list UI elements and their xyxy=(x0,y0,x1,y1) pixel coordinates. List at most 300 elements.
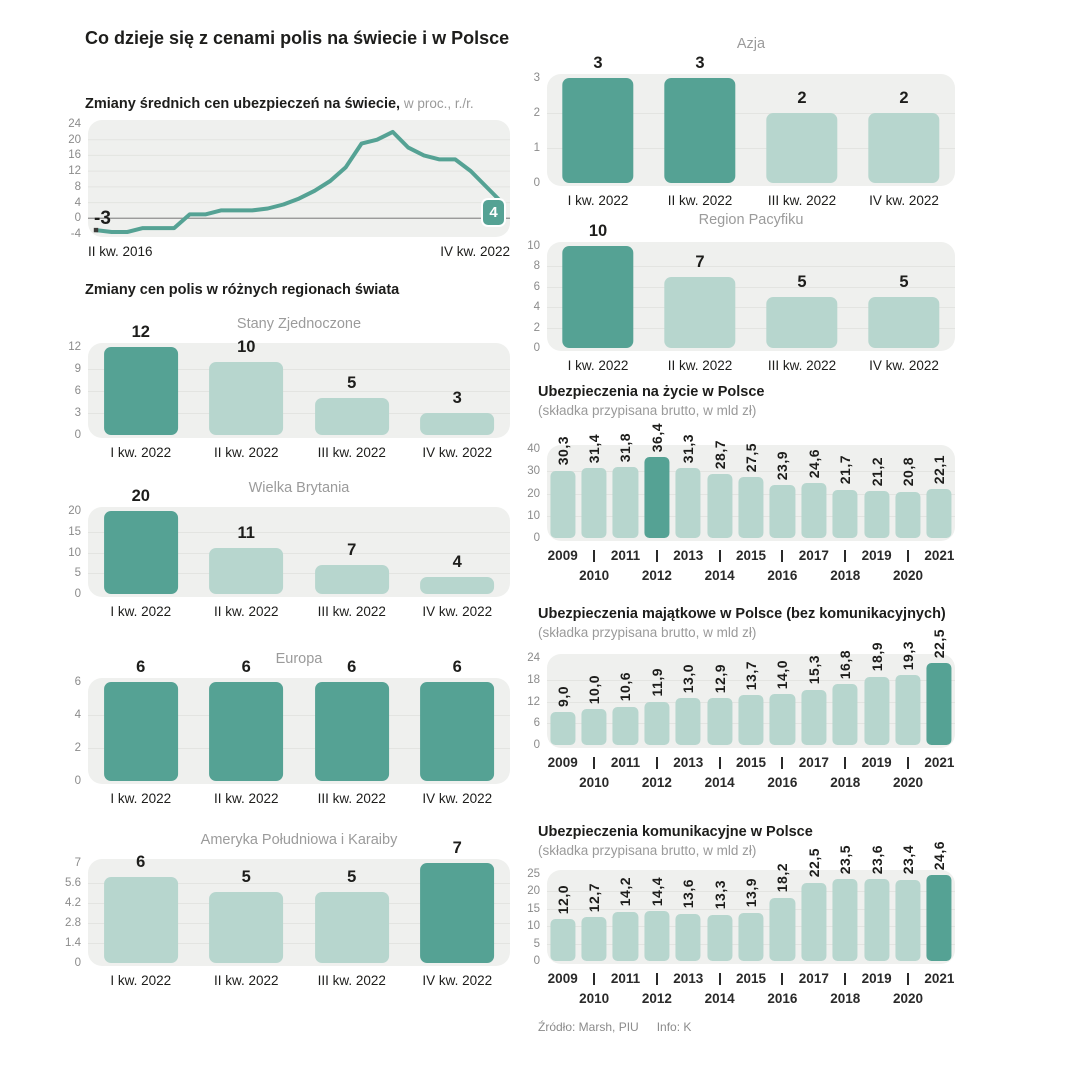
axis-spacer xyxy=(515,358,547,373)
y-tick-label: 0 xyxy=(533,739,540,751)
bar-value-label xyxy=(924,629,955,658)
year-slot xyxy=(704,755,735,792)
bar-slot xyxy=(924,449,955,538)
chart-europa xyxy=(55,649,510,806)
bar xyxy=(582,709,607,745)
y-axis xyxy=(515,240,547,354)
bar-slot xyxy=(610,874,641,961)
y-tick-label: 4 xyxy=(533,301,540,314)
bar-value-label xyxy=(767,660,798,689)
year-slot xyxy=(673,548,704,585)
bar-value-text: 23,6 xyxy=(868,844,885,874)
y-tick-label: 0 xyxy=(533,532,540,544)
y-tick-label: 6 xyxy=(533,717,540,730)
bar xyxy=(315,892,389,963)
bar xyxy=(770,898,795,961)
bar-value-text: 13,9 xyxy=(743,878,760,908)
y-tick-label: 3 xyxy=(533,72,540,84)
bar xyxy=(209,548,283,594)
year-slot xyxy=(547,548,578,585)
year-row1: 2019 xyxy=(861,755,892,770)
x-tick-label: I kw. 2022 xyxy=(110,973,172,988)
x-tick-label: III kw. 2022 xyxy=(767,193,837,208)
bar-value-label: 3 xyxy=(593,54,603,72)
bar-value-text: 21,2 xyxy=(868,456,885,486)
x-tick-label: II kw. 2022 xyxy=(213,445,279,460)
x-tick-label: I kw. 2022 xyxy=(110,445,172,460)
bar xyxy=(676,914,701,961)
bar-value-label xyxy=(798,655,829,684)
bar-slot xyxy=(924,629,955,745)
year-row2 xyxy=(673,566,704,583)
y-axis-scale xyxy=(515,868,547,967)
y-tick-label: 0 xyxy=(74,212,81,225)
bar-value-text: 16,8 xyxy=(837,649,854,680)
bar-slot xyxy=(547,874,578,961)
bar-value-text: 24,6 xyxy=(805,449,822,479)
bar-slot xyxy=(641,422,672,538)
bar xyxy=(895,492,920,538)
bar xyxy=(833,490,858,538)
year-row2 xyxy=(924,773,955,790)
bar-slot xyxy=(861,844,892,961)
chart-panel xyxy=(547,222,955,351)
bar-value-text: 22,5 xyxy=(805,848,822,878)
bar xyxy=(315,682,389,781)
year-row2: 2020 xyxy=(892,775,924,790)
x-tick-label: IV kw. 2022 xyxy=(869,358,939,373)
x-end-label: IV kw. 2022 xyxy=(440,244,510,259)
bar xyxy=(664,78,735,183)
bar-slot xyxy=(610,658,641,745)
bar-value-text: 21,7 xyxy=(837,455,854,485)
y-axis-scale xyxy=(55,118,88,240)
bar-value-text: 28,7 xyxy=(711,439,728,470)
x-tick-label: II kw. 2022 xyxy=(667,193,733,208)
bar-slot xyxy=(299,658,405,781)
year-row2: 2012 xyxy=(641,991,672,1006)
bar-value-label xyxy=(924,841,955,870)
chart-panel xyxy=(547,422,955,541)
year-slot xyxy=(924,548,955,585)
bar xyxy=(104,877,178,963)
bar xyxy=(664,277,735,348)
year-row1 xyxy=(578,757,609,774)
y-tick-label: 2 xyxy=(533,321,540,334)
bar-slot xyxy=(405,658,511,781)
bar xyxy=(550,712,575,745)
axis-spacer xyxy=(515,971,547,1008)
chart-azja xyxy=(515,34,955,208)
bar-value-label xyxy=(892,845,923,874)
year-row2 xyxy=(861,989,892,1006)
x-tick-label: IV kw. 2022 xyxy=(422,791,493,806)
year-row1: 2015 xyxy=(736,755,767,770)
bar-slot xyxy=(830,649,861,745)
x-tick-label: I kw. 2022 xyxy=(110,604,172,619)
x-tick-label: IV kw. 2022 xyxy=(422,604,493,619)
year-slot xyxy=(610,548,641,585)
bar-value-text: 22,1 xyxy=(931,454,948,484)
bar xyxy=(676,468,701,538)
y-tick-label: 5.6 xyxy=(65,877,81,889)
year-slot xyxy=(767,755,798,792)
year-slot xyxy=(861,971,892,1008)
year-row1 xyxy=(704,757,735,774)
bar-value-label xyxy=(798,848,829,877)
x-tick-label: I kw. 2022 xyxy=(567,193,629,208)
bar-value-text: 13,0 xyxy=(680,663,697,693)
bar-value-label xyxy=(547,436,578,465)
y-tick-label: 9 xyxy=(74,363,81,375)
x-tick-label: IV kw. 2022 xyxy=(422,973,493,988)
bar xyxy=(868,113,939,183)
x-axis-row xyxy=(547,755,955,792)
bar-value-text: 18,9 xyxy=(868,642,885,672)
bar-slot xyxy=(547,54,649,183)
chart-usa xyxy=(55,314,510,460)
y-axis xyxy=(55,676,88,787)
year-row2 xyxy=(861,773,892,790)
chart-heading: Ubezpieczenia komunikacyjne w Polsce xyxy=(538,824,813,840)
y-axis-scale xyxy=(55,505,88,600)
year-slot xyxy=(673,755,704,792)
bar-slot xyxy=(735,874,766,961)
y-axis-scale xyxy=(515,240,547,354)
plot-area xyxy=(547,54,955,183)
axis-tick-mark xyxy=(719,757,721,769)
chart-title: Wielka Brytania xyxy=(248,480,350,496)
bar xyxy=(801,883,826,961)
year-row2 xyxy=(610,773,641,790)
year-slot xyxy=(578,755,609,792)
bar-value-label xyxy=(861,845,892,874)
bar-value-label: 7 xyxy=(452,839,462,857)
bar-value-label: 6 xyxy=(452,658,462,676)
y-axis-scale xyxy=(515,443,547,544)
year-row1: 2009 xyxy=(547,755,578,770)
y-axis-scale xyxy=(55,676,88,787)
y-tick-label: 6 xyxy=(74,676,81,688)
year-slot xyxy=(798,755,829,792)
y-axis xyxy=(55,857,88,969)
bar xyxy=(104,682,178,781)
bar-value-text: 13,6 xyxy=(680,879,697,909)
bar-value-label xyxy=(735,443,766,472)
x-tick-label: I kw. 2022 xyxy=(110,791,172,806)
chart-title: Ameryka Południowa i Karaiby xyxy=(200,832,398,848)
bar-slot xyxy=(798,449,829,538)
bar-slot xyxy=(641,658,672,745)
bar-value-text: 11,9 xyxy=(648,668,665,697)
bar-value-label: 5 xyxy=(797,273,807,291)
year-row1: 2009 xyxy=(547,971,578,986)
bar xyxy=(550,919,575,961)
bar xyxy=(315,565,389,594)
y-tick-label: 3 xyxy=(74,407,81,419)
year-row2 xyxy=(798,773,829,790)
year-row2: 2012 xyxy=(641,568,672,583)
year-row1 xyxy=(767,550,798,567)
chart-title: Region Pacyfiku xyxy=(698,212,804,228)
y-axis-scale xyxy=(515,72,547,189)
bar-value-label xyxy=(673,879,704,908)
bar-slot xyxy=(88,323,194,435)
axis-tick-mark xyxy=(719,973,721,985)
bar-slot xyxy=(798,655,829,745)
year-slot xyxy=(735,971,766,1008)
year-slot xyxy=(673,971,704,1008)
axis-tick-mark xyxy=(781,973,783,985)
x-axis xyxy=(55,445,510,460)
bar-slot xyxy=(641,874,672,961)
x-tick-label: III kw. 2022 xyxy=(317,445,386,460)
y-tick-label: 1 xyxy=(533,141,540,154)
bar-value-label xyxy=(673,664,704,693)
y-tick-label: 15 xyxy=(68,525,81,538)
bar-slot xyxy=(649,246,751,348)
bar-value-text: 22,5 xyxy=(931,629,948,659)
bar-value-text: 36,4 xyxy=(648,422,665,453)
y-tick-label: 18 xyxy=(527,673,540,686)
bar-slot xyxy=(704,439,735,538)
bar-value-label xyxy=(892,457,923,486)
bar-slot xyxy=(892,449,923,538)
axis-tick-mark xyxy=(844,757,846,769)
axis-tick-mark xyxy=(907,973,909,985)
x-axis xyxy=(515,358,955,373)
regions-section-heading: Zmiany cen polis w różnych regionach świata xyxy=(85,282,400,298)
bar xyxy=(707,474,732,538)
y-tick-label: 1.4 xyxy=(65,937,81,949)
y-tick-label: 10 xyxy=(527,240,540,252)
page-title: Co dzieje się z cenami polis na świecie i w Polsce xyxy=(85,28,510,48)
bar xyxy=(770,485,795,538)
year-row2: 2018 xyxy=(830,568,861,583)
year-slot xyxy=(830,548,861,585)
bar xyxy=(801,690,826,745)
axis-tick-mark xyxy=(593,757,595,769)
bar-value-label xyxy=(578,883,609,912)
bar-value-label: 2 xyxy=(797,89,807,108)
axis-spacer xyxy=(515,755,547,792)
chart-body xyxy=(515,422,955,544)
y-tick-label: 12 xyxy=(68,165,81,178)
year-row1 xyxy=(767,973,798,990)
y-tick-label: 8 xyxy=(533,260,540,273)
axis-tick-mark xyxy=(656,550,658,562)
y-tick-label: 24 xyxy=(68,118,81,130)
bar-value-label xyxy=(704,880,735,909)
year-row1: 2015 xyxy=(736,548,767,563)
x-tick-label: III kw. 2022 xyxy=(317,791,386,806)
y-tick-label: 25 xyxy=(527,868,540,880)
year-row2 xyxy=(547,989,578,1006)
y-tick-label: 0 xyxy=(74,588,81,600)
plot-area xyxy=(547,422,955,538)
bar-value-label: 5 xyxy=(347,374,357,393)
year-row1: 2013 xyxy=(673,755,704,770)
bar xyxy=(738,477,763,538)
bar-value-label xyxy=(735,878,766,907)
y-tick-label: 0 xyxy=(74,775,81,787)
bar xyxy=(613,467,638,538)
chart-zycie xyxy=(515,382,955,585)
world-line-heading-bold: Zmiany średnich cen ubezpieczeń na świecie, xyxy=(85,96,401,112)
year-row2: 2014 xyxy=(704,991,735,1006)
bar-value-label xyxy=(610,672,641,701)
x-axis xyxy=(55,973,510,988)
year-slot xyxy=(704,548,735,585)
x-axis-row xyxy=(88,791,510,806)
axis-tick-mark xyxy=(719,550,721,562)
year-slot xyxy=(767,548,798,585)
year-row1 xyxy=(704,550,735,567)
x-axis xyxy=(515,193,955,208)
axis-tick-mark xyxy=(907,550,909,562)
bar-slot xyxy=(735,658,766,745)
source-note: Źródło: Marsh, PIU xyxy=(538,1020,639,1034)
year-row2: 2018 xyxy=(830,991,861,1006)
bar-value-label: 10 xyxy=(588,222,608,240)
bar-value-label: 5 xyxy=(241,867,251,886)
year-row2: 2016 xyxy=(767,775,798,790)
chart-title: Europa xyxy=(275,651,323,667)
bar-value-label xyxy=(830,845,861,874)
axis-tick-mark xyxy=(656,973,658,985)
bar-value-label xyxy=(892,641,923,670)
year-row2: 2010 xyxy=(579,568,610,583)
plot-area xyxy=(88,124,510,234)
year-slot xyxy=(547,971,578,1008)
bar xyxy=(420,863,494,963)
bar xyxy=(738,695,763,745)
y-tick-label: 10 xyxy=(527,920,540,933)
year-slot xyxy=(924,755,955,792)
x-tick-label: II kw. 2022 xyxy=(213,604,279,619)
axis-spacer xyxy=(55,244,88,259)
y-tick-label: 20 xyxy=(68,133,81,146)
year-row2 xyxy=(924,566,955,583)
axis-tick-mark xyxy=(781,550,783,562)
year-slot xyxy=(610,755,641,792)
bar-value-label: 4 xyxy=(452,553,462,572)
bar-value-label xyxy=(767,451,798,480)
x-tick-label: II kw. 2022 xyxy=(213,791,279,806)
bar-value-text: 23,4 xyxy=(899,845,916,875)
bar-slot xyxy=(88,658,194,781)
bar xyxy=(420,577,494,594)
y-tick-label: 4 xyxy=(74,708,81,721)
bar xyxy=(895,880,920,961)
year-row1: 2015 xyxy=(736,971,767,986)
footer xyxy=(538,1020,955,1034)
y-axis xyxy=(515,443,547,544)
x-tick-label: IV kw. 2022 xyxy=(869,193,939,208)
y-tick-label: 40 xyxy=(527,443,540,455)
axis-tick-mark xyxy=(656,757,658,769)
bar-slot xyxy=(924,841,955,961)
year-row1: 2011 xyxy=(610,971,641,986)
bar-value-text: 13,7 xyxy=(743,661,760,691)
x-tick-label: III kw. 2022 xyxy=(317,604,386,619)
year-row1: 2017 xyxy=(798,755,829,770)
bar-value-label xyxy=(861,642,892,671)
y-tick-label: 20 xyxy=(527,487,540,500)
bar-value-label xyxy=(798,449,829,478)
y-tick-label: 4 xyxy=(74,196,81,209)
year-row2 xyxy=(547,566,578,583)
info-note: Info: K xyxy=(656,1020,692,1034)
year-row1 xyxy=(641,550,672,567)
chart-heading: Ubezpieczenia majątkowe w Polsce (bez komunikacyjnych) xyxy=(538,606,946,622)
bar-value-text: 12,0 xyxy=(554,885,571,915)
year-slot xyxy=(641,755,672,792)
bar-value-text: 23,9 xyxy=(774,450,791,480)
bar xyxy=(833,684,858,745)
x-start-label: II kw. 2016 xyxy=(88,244,153,259)
year-slot xyxy=(830,755,861,792)
bar-value-text: 27,5 xyxy=(743,442,760,472)
bar-value-text: 14,0 xyxy=(774,660,791,690)
bar-value-label: 7 xyxy=(347,540,357,559)
bar xyxy=(770,694,795,745)
bar-value-label xyxy=(610,433,641,462)
year-slot xyxy=(924,971,955,1008)
axis-spacer xyxy=(55,445,88,460)
year-row1 xyxy=(830,757,861,774)
year-row2 xyxy=(610,566,641,583)
year-row2: 2010 xyxy=(579,991,610,1006)
y-tick-label: 0 xyxy=(533,342,540,354)
bar-value-label: 2 xyxy=(899,89,909,108)
bar-value-label: 20 xyxy=(131,487,150,505)
bar-slot xyxy=(892,640,923,745)
year-row1 xyxy=(641,973,672,990)
bar xyxy=(582,468,607,538)
year-slot xyxy=(861,755,892,792)
x-axis-row xyxy=(88,445,510,460)
year-row1: 2019 xyxy=(861,971,892,986)
bars xyxy=(547,54,955,183)
y-tick-label: 20 xyxy=(68,505,81,517)
year-row2: 2014 xyxy=(704,775,735,790)
y-tick-label: 0 xyxy=(74,957,81,969)
bar-slot xyxy=(578,433,609,538)
bar-slot xyxy=(767,449,798,538)
chart-subtitle: (składka przypisana brutto, w mld zł) xyxy=(538,843,757,858)
year-row1 xyxy=(892,973,923,990)
bar-slot xyxy=(405,839,511,963)
bar xyxy=(420,682,494,781)
year-row1: 2021 xyxy=(924,548,955,563)
year-row1 xyxy=(830,550,861,567)
bar-value-label xyxy=(861,457,892,486)
bar-slot xyxy=(830,449,861,538)
bar-slot xyxy=(673,874,704,961)
bar-value-label: 7 xyxy=(695,252,705,271)
year-slot xyxy=(578,971,609,1008)
bar xyxy=(562,78,633,183)
axis-spacer xyxy=(55,973,88,988)
chart-heading: Ubezpieczenia na życie w Polsce xyxy=(538,384,765,400)
plot-area xyxy=(547,222,955,348)
x-axis xyxy=(55,244,510,259)
y-tick-label: 10 xyxy=(68,546,81,559)
chart-subtitle: (składka przypisana brutto, w mld zł) xyxy=(538,403,757,418)
world-line-heading xyxy=(85,94,510,114)
chart-body xyxy=(515,222,955,354)
